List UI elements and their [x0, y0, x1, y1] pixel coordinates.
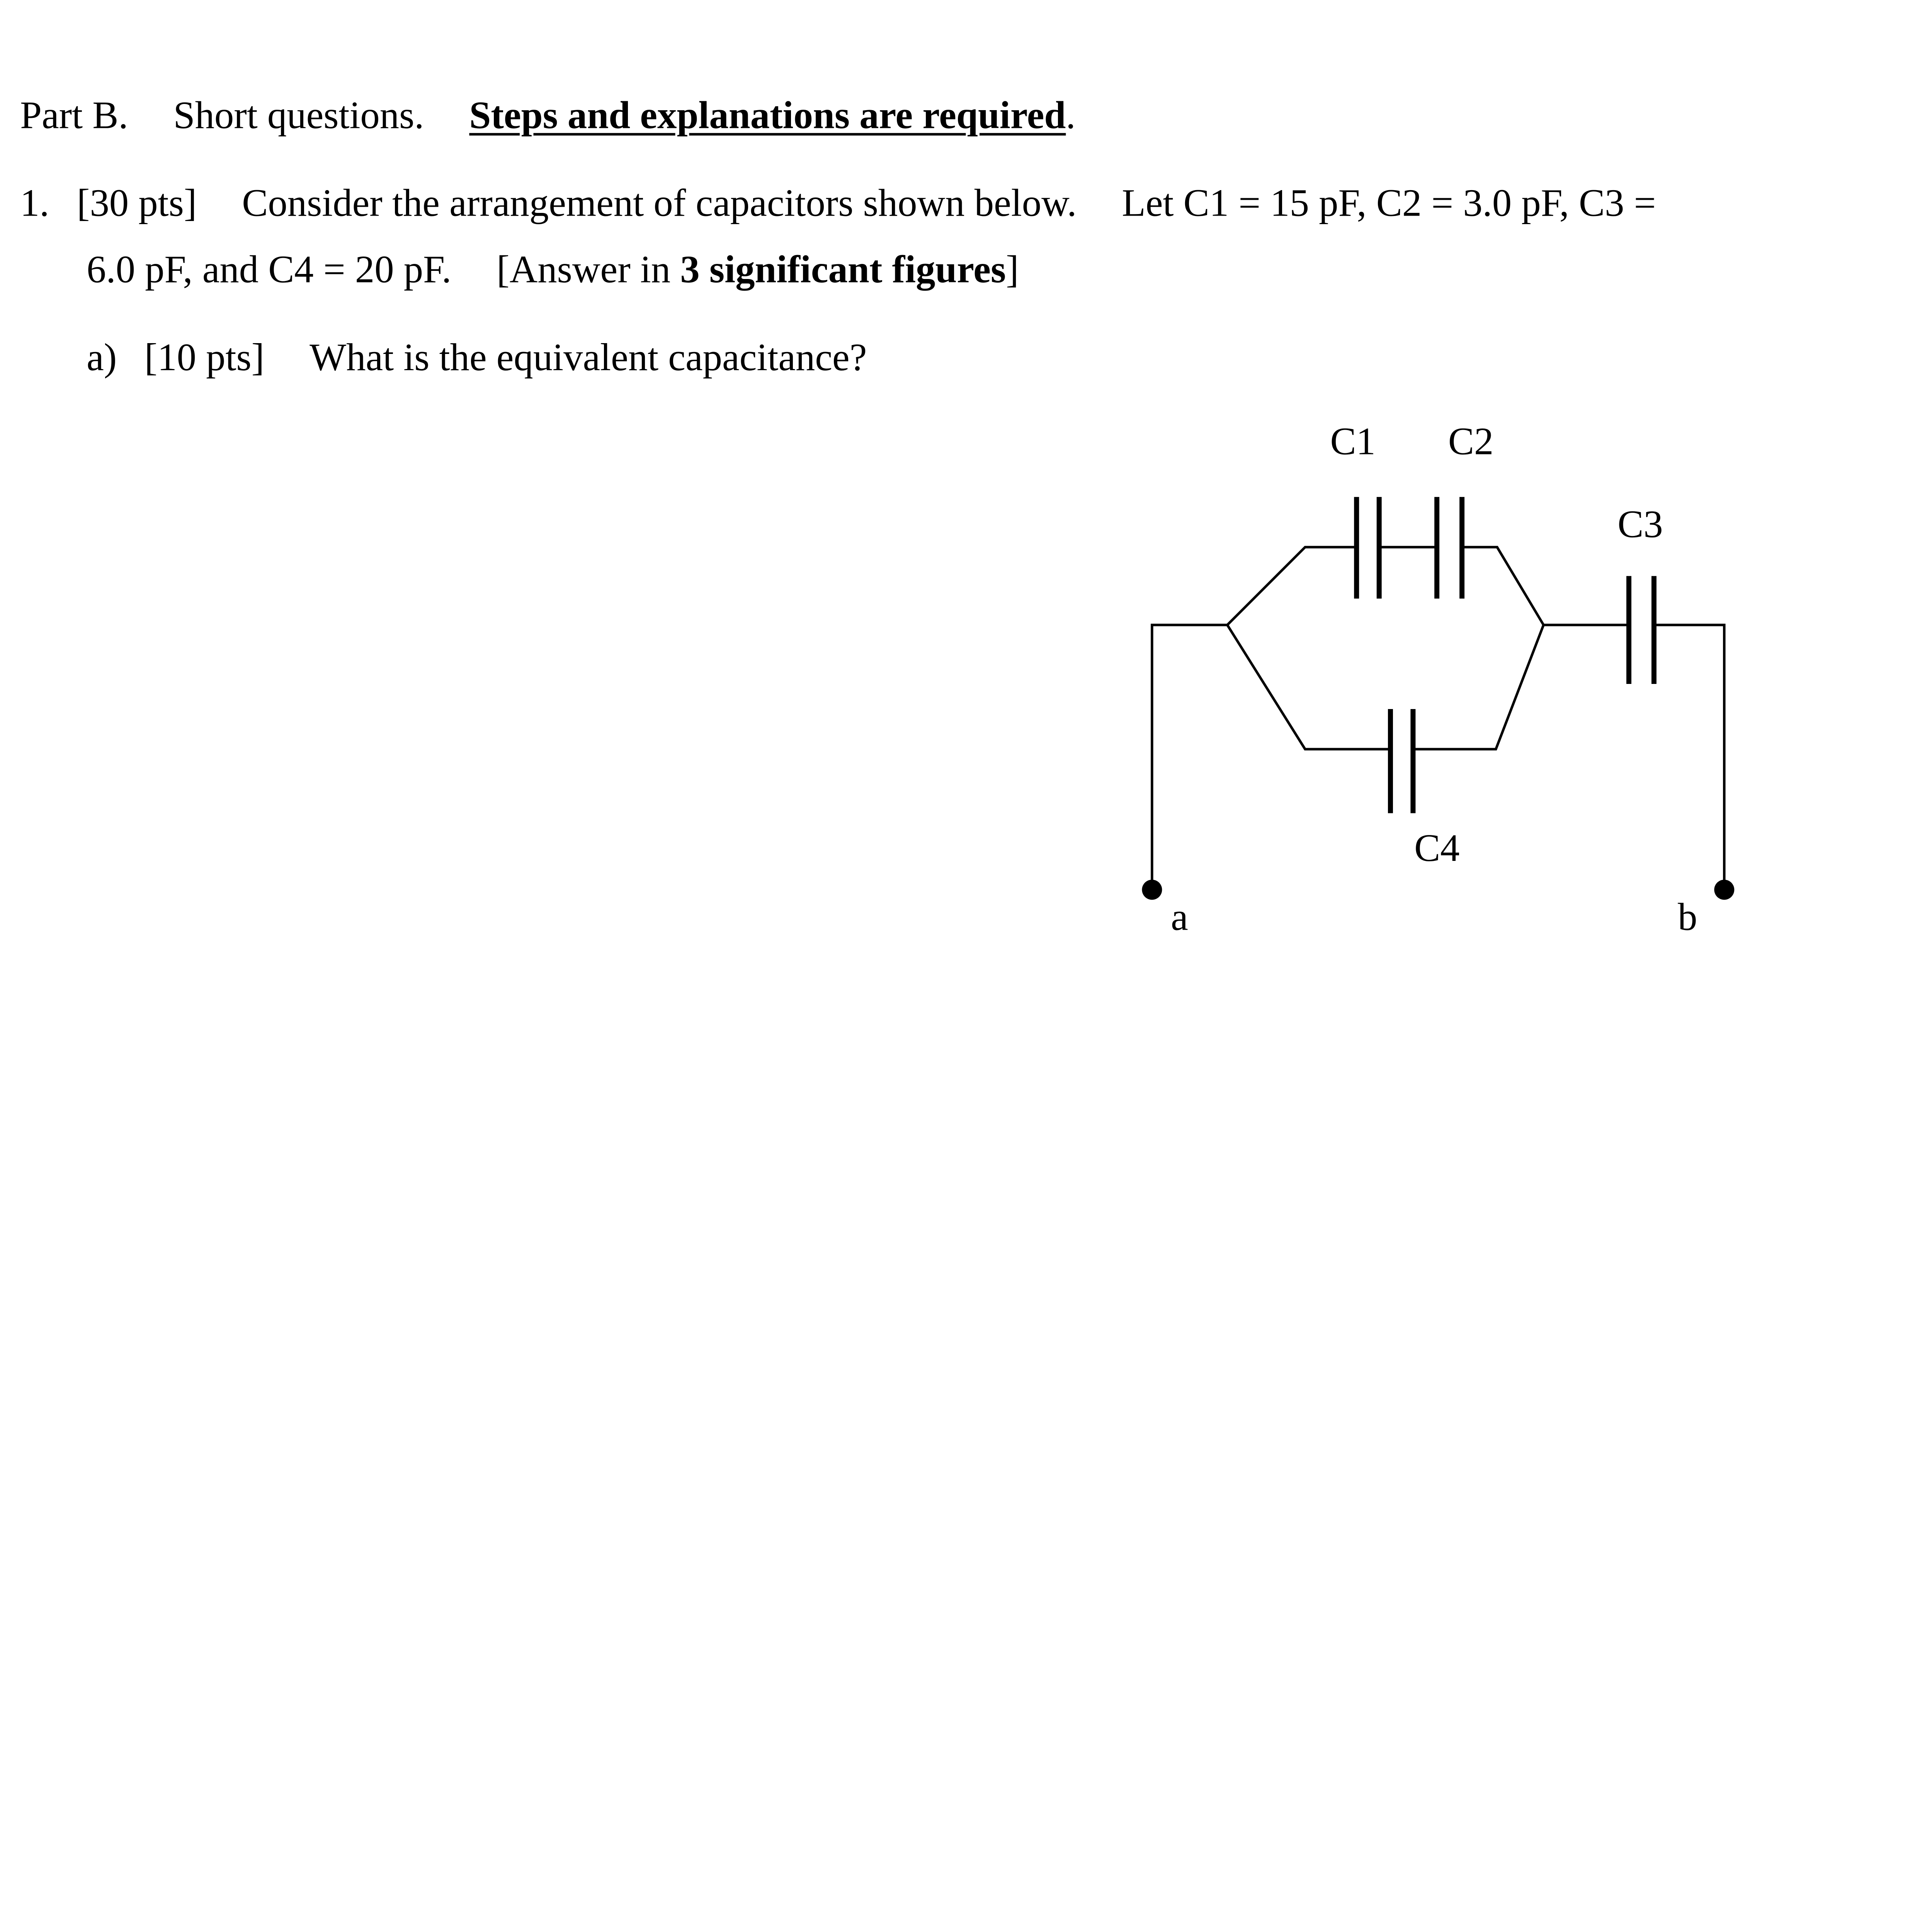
question-number: 1. — [20, 180, 49, 225]
wire-terminal-a — [1152, 625, 1227, 889]
sub-question-points: [10 pts] — [144, 335, 265, 379]
sub-question-text: What is the equivalent capacitance? — [310, 335, 867, 379]
terminal-b-label: b — [1678, 895, 1697, 939]
part-label: Part B. — [20, 93, 128, 137]
part-title: Short questions. — [173, 93, 424, 137]
wire-terminal-b — [1654, 625, 1724, 889]
terminal-a-dot — [1142, 880, 1162, 900]
answer-note-open: [Answer in — [497, 247, 680, 291]
wire-lower-left — [1227, 625, 1390, 749]
wire-lower-right — [1413, 625, 1544, 749]
sub-question-label: a) — [87, 335, 117, 379]
terminal-b-dot — [1714, 880, 1734, 900]
wire-upper-left — [1227, 547, 1357, 625]
terminal-a-label: a — [1171, 895, 1188, 939]
c2-label: C2 — [1448, 419, 1494, 463]
capacitor-plates — [1357, 497, 1654, 813]
wire-upper-right — [1462, 547, 1544, 625]
c4-label: C4 — [1414, 826, 1460, 869]
question-points: [30 pts] — [77, 180, 197, 225]
c1-label: C1 — [1330, 419, 1376, 463]
question-text-part-1: Consider the arrangement of capacitors shown below. — [242, 180, 1077, 225]
requirement-note: Steps and explanations are required — [469, 93, 1066, 137]
question-text-part-2: 6.0 pF, and C4 = 20 pF. — [87, 247, 452, 291]
requirement-period: . — [1066, 93, 1076, 137]
answer-note-close: ] — [1006, 247, 1019, 291]
question-given-values: Let C1 = 15 pF, C2 = 3.0 pF, C3 = — [1122, 180, 1656, 225]
c3-label: C3 — [1617, 502, 1663, 546]
answer-note-sig-figs: 3 significant figures — [680, 247, 1006, 291]
